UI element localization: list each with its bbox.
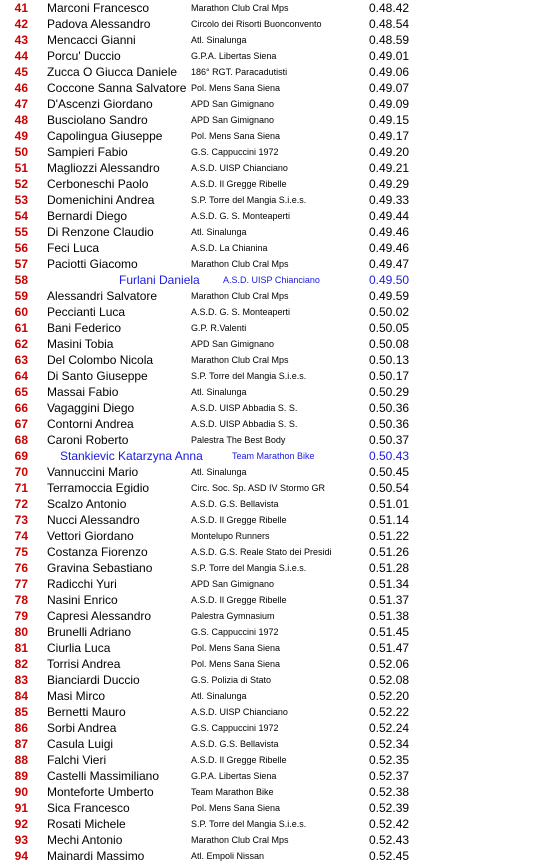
athlete-name-cell: Contorni Andrea bbox=[47, 417, 134, 431]
finish-time-cell: 0.49.15 bbox=[369, 113, 410, 127]
position-cell: 54 bbox=[14, 209, 28, 223]
finish-time-cell: 0.49.07 bbox=[369, 81, 410, 95]
position-cell: 87 bbox=[14, 737, 28, 751]
position-cell: 64 bbox=[14, 369, 28, 383]
position-cell: 45 bbox=[14, 65, 28, 79]
position-cell: 73 bbox=[14, 513, 28, 527]
club-name-cell: S.P. Torre del Mangia S.i.e.s. bbox=[191, 819, 307, 829]
finish-time-cell: 0.51.34 bbox=[369, 577, 410, 591]
position-cell: 77 bbox=[14, 577, 28, 591]
club-name-cell: Circolo dei Risorti Buonconvento bbox=[191, 19, 322, 29]
result-row bbox=[0, 384, 544, 400]
position-cell: 72 bbox=[14, 497, 28, 511]
result-row bbox=[0, 640, 544, 656]
position-cell: 91 bbox=[14, 801, 28, 815]
finish-time-cell: 0.52.35 bbox=[369, 753, 410, 767]
club-name-cell: Pol. Mens Sana Siena bbox=[191, 83, 281, 93]
finish-time-cell: 0.49.46 bbox=[369, 241, 410, 255]
finish-time-cell: 0.49.21 bbox=[369, 161, 410, 175]
finish-time-cell: 0.51.26 bbox=[369, 545, 410, 559]
result-row bbox=[0, 224, 544, 240]
club-name-cell: A.S.D. Il Gregge Ribelle bbox=[191, 515, 287, 525]
finish-time-cell: 0.49.47 bbox=[369, 257, 410, 271]
position-cell: 65 bbox=[14, 385, 28, 399]
club-name-cell: Pol. Mens Sana Siena bbox=[191, 803, 281, 813]
result-row bbox=[0, 528, 544, 544]
finish-time-cell: 0.50.05 bbox=[369, 321, 410, 335]
club-name-cell: G.S. Polizia di Stato bbox=[191, 675, 272, 685]
finish-time-cell: 0.48.59 bbox=[369, 33, 410, 47]
result-row bbox=[0, 144, 544, 160]
position-cell: 46 bbox=[14, 81, 28, 95]
result-row bbox=[0, 288, 544, 304]
athlete-name-cell: Vettori Giordano bbox=[47, 529, 134, 543]
athlete-name-cell: Mencacci Gianni bbox=[47, 33, 136, 47]
finish-time-cell: 0.50.43 bbox=[369, 449, 410, 463]
result-row bbox=[0, 464, 544, 480]
finish-time-cell: 0.51.47 bbox=[369, 641, 410, 655]
position-cell: 83 bbox=[14, 673, 28, 687]
athlete-name-cell: Di Santo Giuseppe bbox=[47, 369, 148, 383]
club-name-cell: A.S.D. Il Gregge Ribelle bbox=[191, 755, 287, 765]
position-cell: 74 bbox=[14, 529, 28, 543]
finish-time-cell: 0.49.01 bbox=[369, 49, 410, 63]
position-cell: 66 bbox=[14, 401, 28, 415]
finish-time-cell: 0.52.43 bbox=[369, 833, 410, 847]
finish-time-cell: 0.51.38 bbox=[369, 609, 410, 623]
club-name-cell: S.P. Torre del Mangia S.i.e.s. bbox=[191, 371, 307, 381]
finish-time-cell: 0.50.13 bbox=[369, 353, 410, 367]
athlete-name-cell: Terramoccia Egidio bbox=[47, 481, 150, 495]
athlete-name-cell: Magliozzi Alessandro bbox=[47, 161, 160, 175]
position-cell: 92 bbox=[14, 817, 28, 831]
athlete-name-cell: Furlani Daniela bbox=[119, 273, 200, 287]
position-cell: 85 bbox=[14, 705, 28, 719]
position-cell: 63 bbox=[14, 353, 28, 367]
club-name-cell: Marathon Club Cral Mps bbox=[191, 355, 289, 365]
club-name-cell: S.P. Torre del Mangia S.i.e.s. bbox=[191, 195, 307, 205]
result-row bbox=[0, 768, 544, 784]
athlete-name-cell: Mainardi Massimo bbox=[47, 849, 145, 863]
athlete-name-cell: Massai Fabio bbox=[47, 385, 119, 399]
club-name-cell: A.S.D. UISP Abbadia S. S. bbox=[191, 419, 298, 429]
club-name-cell: Marathon Club Cral Mps bbox=[191, 3, 289, 13]
athlete-name-cell: Falchi Vieri bbox=[47, 753, 107, 767]
result-row bbox=[0, 656, 544, 672]
position-cell: 88 bbox=[14, 753, 28, 767]
club-name-cell: APD San Gimignano bbox=[191, 339, 275, 349]
club-name-cell: Team Marathon Bike bbox=[191, 787, 274, 797]
athlete-name-cell: Vagaggini Diego bbox=[47, 401, 135, 415]
athlete-name-cell: Bianciardi Duccio bbox=[47, 673, 140, 687]
finish-time-cell: 0.49.33 bbox=[369, 193, 410, 207]
athlete-name-cell: Costanza Fiorenzo bbox=[47, 545, 148, 559]
club-name-cell: Atl. Sinalunga bbox=[191, 467, 247, 477]
position-cell: 51 bbox=[14, 161, 28, 175]
position-cell: 50 bbox=[14, 145, 28, 159]
result-row bbox=[0, 256, 544, 272]
position-cell: 81 bbox=[14, 641, 28, 655]
club-name-cell: Circ. Soc. Sp. ASD IV Stormo GR bbox=[191, 483, 326, 493]
result-row bbox=[0, 64, 544, 80]
club-name-cell: A.S.D. UISP Chianciano bbox=[223, 275, 320, 285]
position-cell: 57 bbox=[14, 257, 28, 271]
position-cell: 76 bbox=[14, 561, 28, 575]
finish-time-cell: 0.52.38 bbox=[369, 785, 410, 799]
result-row bbox=[0, 0, 544, 16]
result-row bbox=[0, 448, 544, 464]
finish-time-cell: 0.50.02 bbox=[369, 305, 410, 319]
finish-time-cell: 0.52.06 bbox=[369, 657, 410, 671]
position-cell: 78 bbox=[14, 593, 28, 607]
result-row bbox=[0, 752, 544, 768]
club-name-cell: Pol. Mens Sana Siena bbox=[191, 131, 281, 141]
position-cell: 52 bbox=[14, 177, 28, 191]
athlete-name-cell: Monteforte Umberto bbox=[47, 785, 154, 799]
result-row bbox=[0, 352, 544, 368]
club-name-cell: Marathon Club Cral Mps bbox=[191, 835, 289, 845]
position-cell: 56 bbox=[14, 241, 28, 255]
result-row bbox=[0, 560, 544, 576]
position-cell: 67 bbox=[14, 417, 28, 431]
result-row bbox=[0, 192, 544, 208]
finish-time-cell: 0.48.42 bbox=[369, 1, 410, 15]
finish-time-cell: 0.51.14 bbox=[369, 513, 410, 527]
finish-time-cell: 0.50.08 bbox=[369, 337, 410, 351]
position-cell: 79 bbox=[14, 609, 28, 623]
finish-time-cell: 0.50.36 bbox=[369, 401, 410, 415]
athlete-name-cell: Nasini Enrico bbox=[47, 593, 118, 607]
club-name-cell: APD San Gimignano bbox=[191, 99, 275, 109]
result-row bbox=[0, 688, 544, 704]
athlete-name-cell: Cerboneschi Paolo bbox=[47, 177, 149, 191]
club-name-cell: Palestra The Best Body bbox=[191, 435, 286, 445]
club-name-cell: A.S.D. G. S. Monteaperti bbox=[191, 307, 291, 317]
position-cell: 47 bbox=[14, 97, 28, 111]
finish-time-cell: 0.49.29 bbox=[369, 177, 410, 191]
athlete-name-cell: Domenichini Andrea bbox=[47, 193, 155, 207]
result-row bbox=[0, 720, 544, 736]
result-row bbox=[0, 112, 544, 128]
finish-time-cell: 0.52.08 bbox=[369, 673, 410, 687]
position-cell: 82 bbox=[14, 657, 28, 671]
club-name-cell: G.P.A. Libertas Siena bbox=[191, 771, 277, 781]
athlete-name-cell: Torrisi Andrea bbox=[47, 657, 121, 671]
athlete-name-cell: Capolingua Giuseppe bbox=[47, 129, 163, 143]
club-name-cell: Atl. Sinalunga bbox=[191, 227, 247, 237]
finish-time-cell: 0.49.44 bbox=[369, 209, 410, 223]
result-row bbox=[0, 816, 544, 832]
position-cell: 59 bbox=[14, 289, 28, 303]
club-name-cell: Marathon Club Cral Mps bbox=[191, 259, 289, 269]
finish-time-cell: 0.49.17 bbox=[369, 129, 410, 143]
finish-time-cell: 0.52.24 bbox=[369, 721, 410, 735]
finish-time-cell: 0.52.39 bbox=[369, 801, 410, 815]
result-row bbox=[0, 496, 544, 512]
club-name-cell: 186° RGT. Paracadutisti bbox=[191, 67, 288, 77]
result-row bbox=[0, 16, 544, 32]
result-row bbox=[0, 480, 544, 496]
result-row bbox=[0, 240, 544, 256]
athlete-name-cell: Bernardi Diego bbox=[47, 209, 128, 223]
athlete-name-cell: Busciolano Sandro bbox=[47, 113, 148, 127]
finish-time-cell: 0.49.46 bbox=[369, 225, 410, 239]
club-name-cell: A.S.D. La Chianina bbox=[191, 243, 268, 253]
result-row bbox=[0, 544, 544, 560]
result-row bbox=[0, 48, 544, 64]
finish-time-cell: 0.49.50 bbox=[369, 273, 410, 287]
finish-time-cell: 0.50.36 bbox=[369, 417, 410, 431]
club-name-cell: A.S.D. UISP Abbadia S. S. bbox=[191, 403, 298, 413]
result-row bbox=[0, 128, 544, 144]
athlete-name-cell: Vannuccini Mario bbox=[47, 465, 139, 479]
position-cell: 42 bbox=[14, 17, 28, 31]
athlete-name-cell: Scalzo Antonio bbox=[47, 497, 127, 511]
finish-time-cell: 0.51.28 bbox=[369, 561, 410, 575]
athlete-name-cell: Ciurlia Luca bbox=[47, 641, 111, 655]
club-name-cell: A.S.D. G. S. Monteaperti bbox=[191, 211, 291, 221]
club-name-cell: Team Marathon Bike bbox=[232, 451, 315, 461]
position-cell: 43 bbox=[14, 33, 28, 47]
result-row bbox=[0, 320, 544, 336]
result-row bbox=[0, 416, 544, 432]
athlete-name-cell: Stankievic Katarzyna Anna bbox=[60, 449, 203, 463]
athlete-name-cell: Nucci Alessandro bbox=[47, 513, 140, 527]
athlete-name-cell: Capresi Alessandro bbox=[47, 609, 152, 623]
result-row bbox=[0, 832, 544, 848]
club-name-cell: A.S.D. G.S. Reale Stato dei Presidi bbox=[191, 547, 332, 557]
position-cell: 69 bbox=[14, 449, 28, 463]
club-name-cell: APD San Gimignano bbox=[191, 115, 275, 125]
result-row bbox=[0, 624, 544, 640]
position-cell: 53 bbox=[14, 193, 28, 207]
result-row bbox=[0, 400, 544, 416]
athlete-name-cell: Marconi Francesco bbox=[47, 1, 150, 15]
finish-time-cell: 0.50.45 bbox=[369, 465, 410, 479]
result-row bbox=[0, 160, 544, 176]
athlete-name-cell: Alessandri Salvatore bbox=[47, 289, 158, 303]
position-cell: 41 bbox=[14, 1, 28, 15]
athlete-name-cell: Paciotti Giacomo bbox=[47, 257, 138, 271]
result-row bbox=[0, 592, 544, 608]
result-row bbox=[0, 32, 544, 48]
position-cell: 90 bbox=[14, 785, 28, 799]
finish-time-cell: 0.52.42 bbox=[369, 817, 410, 831]
athlete-name-cell: Castelli Massimiliano bbox=[47, 769, 160, 783]
result-row bbox=[0, 432, 544, 448]
athlete-name-cell: Gravina Sebastiano bbox=[47, 561, 153, 575]
position-cell: 44 bbox=[14, 49, 28, 63]
club-name-cell: G.P.A. Libertas Siena bbox=[191, 51, 277, 61]
athlete-name-cell: Rosati Michele bbox=[47, 817, 126, 831]
result-row bbox=[0, 208, 544, 224]
position-cell: 71 bbox=[14, 481, 28, 495]
club-name-cell: Atl. Sinalunga bbox=[191, 35, 247, 45]
club-name-cell: Atl. Sinalunga bbox=[191, 691, 247, 701]
result-row bbox=[0, 336, 544, 352]
finish-time-cell: 0.49.06 bbox=[369, 65, 410, 79]
athlete-name-cell: Bani Federico bbox=[47, 321, 122, 335]
club-name-cell: A.S.D. UISP Chianciano bbox=[191, 707, 288, 717]
finish-time-cell: 0.52.20 bbox=[369, 689, 410, 703]
position-cell: 61 bbox=[14, 321, 28, 335]
result-row bbox=[0, 848, 544, 864]
athlete-name-cell: Di Renzone Claudio bbox=[47, 225, 154, 239]
athlete-name-cell: Del Colombo Nicola bbox=[47, 353, 154, 367]
position-cell: 48 bbox=[14, 113, 28, 127]
position-cell: 60 bbox=[14, 305, 28, 319]
athlete-name-cell: Feci Luca bbox=[47, 241, 100, 255]
club-name-cell: A.S.D. G.S. Bellavista bbox=[191, 739, 279, 749]
result-row bbox=[0, 512, 544, 528]
finish-time-cell: 0.52.45 bbox=[369, 849, 410, 863]
athlete-name-cell: Zucca O Giucca Daniele bbox=[47, 65, 178, 79]
finish-time-cell: 0.50.17 bbox=[369, 369, 410, 383]
position-cell: 80 bbox=[14, 625, 28, 639]
athlete-name-cell: Bernetti Mauro bbox=[47, 705, 126, 719]
finish-time-cell: 0.52.22 bbox=[369, 705, 410, 719]
athlete-name-cell: Coccone Sanna Salvatore bbox=[47, 81, 187, 95]
position-cell: 49 bbox=[14, 129, 28, 143]
result-row bbox=[0, 272, 544, 288]
position-cell: 84 bbox=[14, 689, 28, 703]
club-name-cell: Palestra Gymnasium bbox=[191, 611, 275, 621]
club-name-cell: A.S.D. Il Gregge Ribelle bbox=[191, 595, 287, 605]
club-name-cell: APD San Gimignano bbox=[191, 579, 275, 589]
club-name-cell: G.S. Cappuccini 1972 bbox=[191, 627, 279, 637]
finish-time-cell: 0.49.20 bbox=[369, 145, 410, 159]
club-name-cell: G.S. Cappuccini 1972 bbox=[191, 147, 279, 157]
athlete-name-cell: Sica Francesco bbox=[47, 801, 130, 815]
result-row bbox=[0, 784, 544, 800]
athlete-name-cell: Caroni Roberto bbox=[47, 433, 129, 447]
result-row bbox=[0, 736, 544, 752]
finish-time-cell: 0.50.29 bbox=[369, 385, 410, 399]
position-cell: 62 bbox=[14, 337, 28, 351]
finish-time-cell: 0.52.37 bbox=[369, 769, 410, 783]
club-name-cell: Pol. Mens Sana Siena bbox=[191, 643, 281, 653]
position-cell: 93 bbox=[14, 833, 28, 847]
athlete-name-cell: Masi Mirco bbox=[47, 689, 106, 703]
result-row bbox=[0, 80, 544, 96]
result-row bbox=[0, 800, 544, 816]
position-cell: 75 bbox=[14, 545, 28, 559]
position-cell: 58 bbox=[14, 273, 28, 287]
athlete-name-cell: Sorbi Andrea bbox=[47, 721, 117, 735]
position-cell: 94 bbox=[14, 849, 28, 863]
athlete-name-cell: Radicchi Yuri bbox=[47, 577, 117, 591]
finish-time-cell: 0.51.22 bbox=[369, 529, 410, 543]
finish-time-cell: 0.51.01 bbox=[369, 497, 410, 511]
position-cell: 68 bbox=[14, 433, 28, 447]
athlete-name-cell: Masini Tobia bbox=[47, 337, 114, 351]
club-name-cell: S.P. Torre del Mangia S.i.e.s. bbox=[191, 563, 307, 573]
result-row bbox=[0, 96, 544, 112]
club-name-cell: Marathon Club Cral Mps bbox=[191, 291, 289, 301]
finish-time-cell: 0.51.45 bbox=[369, 625, 410, 639]
result-row bbox=[0, 304, 544, 320]
club-name-cell: A.S.D. UISP Chianciano bbox=[191, 163, 288, 173]
club-name-cell: Pol. Mens Sana Siena bbox=[191, 659, 281, 669]
club-name-cell: A.S.D. G.S. Bellavista bbox=[191, 499, 279, 509]
result-row bbox=[0, 176, 544, 192]
result-row bbox=[0, 368, 544, 384]
finish-time-cell: 0.52.34 bbox=[369, 737, 410, 751]
athlete-name-cell: Padova Alessandro bbox=[47, 17, 151, 31]
position-cell: 55 bbox=[14, 225, 28, 239]
finish-time-cell: 0.51.37 bbox=[369, 593, 410, 607]
club-name-cell: G.P. R.Valenti bbox=[191, 323, 247, 333]
club-name-cell: Atl. Empoli Nissan bbox=[191, 851, 265, 861]
athlete-name-cell: Brunelli Adriano bbox=[47, 625, 132, 639]
finish-time-cell: 0.50.37 bbox=[369, 433, 410, 447]
finish-time-cell: 0.50.54 bbox=[369, 481, 410, 495]
position-cell: 89 bbox=[14, 769, 28, 783]
result-row bbox=[0, 576, 544, 592]
club-name-cell: G.S. Cappuccini 1972 bbox=[191, 723, 279, 733]
club-name-cell: A.S.D. Il Gregge Ribelle bbox=[191, 179, 287, 189]
finish-time-cell: 0.49.59 bbox=[369, 289, 410, 303]
club-name-cell: Montelupo Runners bbox=[191, 531, 270, 541]
club-name-cell: Atl. Sinalunga bbox=[191, 387, 247, 397]
finish-time-cell: 0.48.54 bbox=[369, 17, 410, 31]
finish-time-cell: 0.49.09 bbox=[369, 97, 410, 111]
athlete-name-cell: D'Ascenzi Giordano bbox=[47, 97, 153, 111]
position-cell: 86 bbox=[14, 721, 28, 735]
result-row bbox=[0, 608, 544, 624]
result-row bbox=[0, 704, 544, 720]
position-cell: 70 bbox=[14, 465, 28, 479]
athlete-name-cell: Porcu' Duccio bbox=[47, 49, 121, 63]
result-row bbox=[0, 672, 544, 688]
athlete-name-cell: Peccianti Luca bbox=[47, 305, 126, 319]
athlete-name-cell: Sampieri Fabio bbox=[47, 145, 128, 159]
athlete-name-cell: Casula Luigi bbox=[47, 737, 114, 751]
athlete-name-cell: Mechi Antonio bbox=[47, 833, 123, 847]
